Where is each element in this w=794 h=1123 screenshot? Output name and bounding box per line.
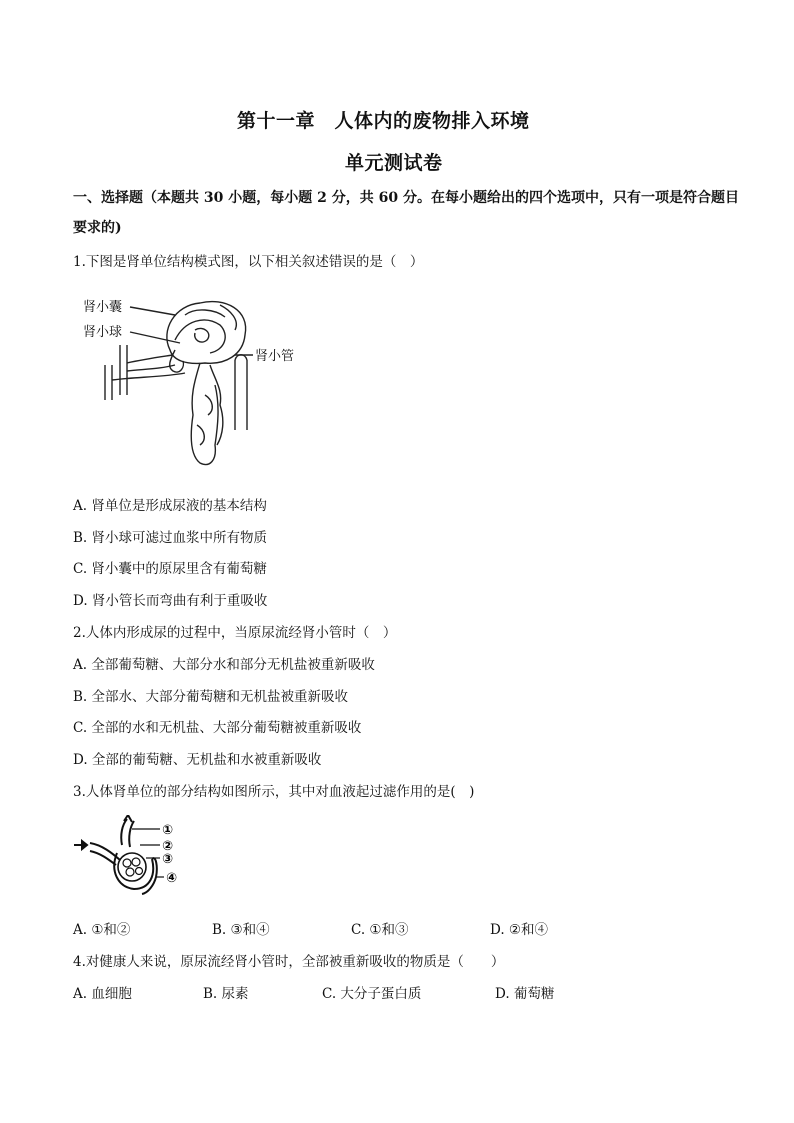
- question-1-stem: 1.下图是肾单位结构模式图，以下相关叙述错误的是（ ）: [73, 254, 424, 270]
- label-renal-capsule: 肾小囊: [83, 300, 123, 315]
- q4-option-c[interactable]: C. 大分子蛋白质: [322, 986, 422, 1002]
- question-3-stem: 3.人体肾单位的部分结构如图所示，其中对血液起过滤作用的是( ): [73, 784, 475, 800]
- q4-option-a[interactable]: A. 血细胞: [73, 986, 132, 1002]
- q1-option-d[interactable]: D. 肾小管长而弯曲有利于重吸收: [73, 593, 268, 609]
- question-2-stem: 2.人体内形成尿的过程中，当原尿流经肾小管时（ ）: [73, 625, 397, 641]
- q3-option-d[interactable]: D. ②和④: [490, 922, 549, 938]
- label-1: ①: [162, 823, 174, 838]
- section-heading: 一、选择题（本题共 30 小题，每小题 2 分，共 60 分。在每小题给出的四个选项中，只有一项是符合题目: [73, 190, 739, 206]
- nephron-diagram: [75, 285, 325, 470]
- q2-option-c[interactable]: C. 全部的水和无机盐、大部分葡萄糖被重新吸收: [73, 720, 362, 736]
- q4-option-d[interactable]: D. 葡萄糖: [495, 986, 555, 1002]
- q2-option-a[interactable]: A. 全部葡萄糖、大部分水和部分无机盐被重新吸收: [73, 657, 375, 673]
- page-subtitle: 单元测试卷: [345, 152, 443, 174]
- q3-option-a[interactable]: A. ①和②: [73, 922, 131, 938]
- q4-option-b[interactable]: B. 尿素: [203, 986, 249, 1002]
- q1-option-b[interactable]: B. 肾小球可滤过血浆中所有物质: [73, 530, 268, 546]
- q1-option-a[interactable]: A. 肾单位是形成尿液的基本结构: [73, 498, 267, 514]
- q2-option-d[interactable]: D. 全部的葡萄糖、无机盐和水被重新吸收: [73, 752, 322, 768]
- label-4: ④: [166, 871, 178, 886]
- nephron-part-diagram: [72, 815, 187, 895]
- page-title: 第十一章 人体内的废物排入环境: [237, 110, 530, 132]
- label-glomerulus: 肾小球: [83, 325, 123, 340]
- label-3: ③: [162, 852, 174, 867]
- q3-option-b[interactable]: B. ③和④: [212, 922, 270, 938]
- question-4-stem: 4.对健康人来说，原尿流经肾小管时，全部被重新吸收的物质是（ ）: [73, 954, 505, 970]
- label-2: ②: [162, 839, 174, 854]
- q2-option-b[interactable]: B. 全部水、大部分葡萄糖和无机盐被重新吸收: [73, 689, 349, 705]
- q3-option-c[interactable]: C. ①和③: [351, 922, 409, 938]
- q1-option-c[interactable]: C. 肾小囊中的原尿里含有葡萄糖: [73, 561, 267, 577]
- section-heading-cont: 要求的): [73, 220, 122, 236]
- label-renal-tubule: 肾小管: [255, 349, 295, 364]
